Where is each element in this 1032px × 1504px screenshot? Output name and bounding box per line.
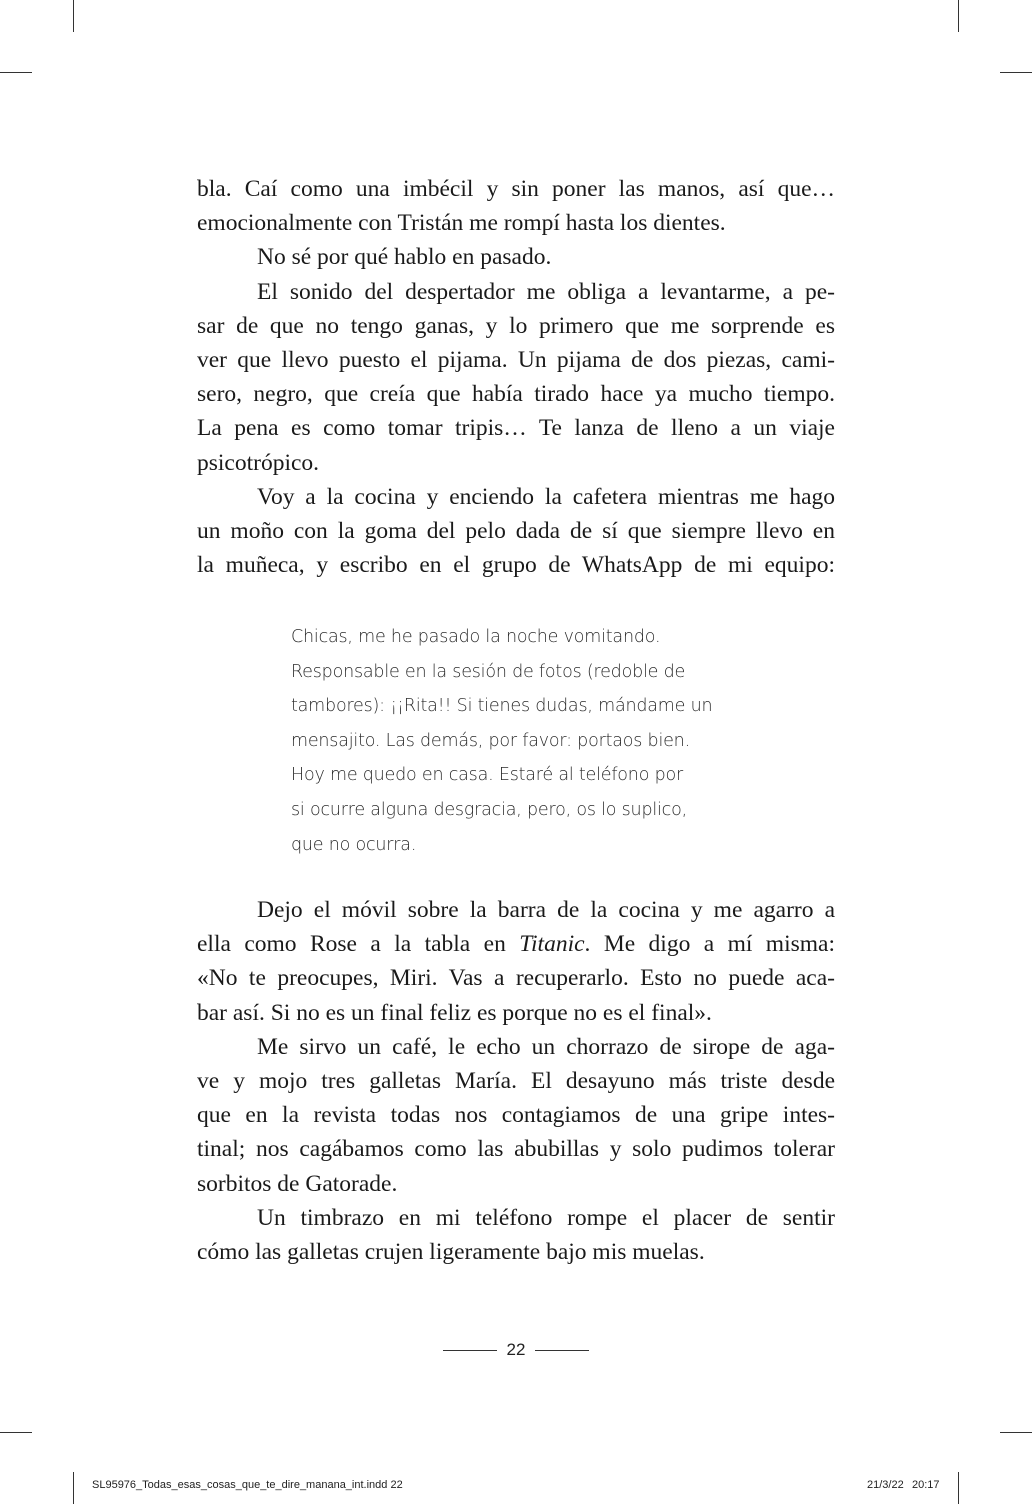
text-line: El sonido del despertador me obliga a levantarme, a pe- (257, 278, 835, 305)
text-line: que en la revista todas nos contagiamos de una gripe intes- (197, 1102, 835, 1129)
crop-mark-bottom-left-horizontal (0, 1432, 32, 1433)
message-line: tambores): ¡¡Rita!! Si tienes dudas, mándame un (291, 696, 713, 717)
text-line: la muñeca, y escribo en el grupo de WhatsApp de mi equipo: (197, 552, 835, 579)
text-line: Un timbrazo en mi teléfono rompe el placer de sentir (257, 1204, 835, 1231)
page-number-folio (0, 1340, 1032, 1360)
paragraph-5 (197, 893, 835, 1030)
text-line: tinal; nos cagábamos como las abubillas y solo pudimos tolerar (197, 1136, 835, 1163)
text-line (197, 927, 835, 961)
paragraph-1 (197, 172, 835, 240)
folio-rule-left (443, 1350, 497, 1351)
text-line: Me sirvo un café, le echo un chorrazo de sirope de aga- (257, 1033, 835, 1060)
message-line: mensajito. Las demás, por favor: portaos bien. (291, 730, 690, 751)
text-fragment: . Me digo a mí misma: (584, 931, 835, 958)
body-text-top (197, 172, 835, 582)
message-line: que no ocurra. (291, 834, 417, 855)
text-fragment: ella como Rose a la tabla en (197, 931, 520, 958)
message-line: si ocurre alguna desgracia, pero, os lo suplico, (291, 799, 687, 820)
italic-title: Titanic (519, 931, 585, 958)
folio-rule-right (535, 1350, 589, 1351)
text-line: bar así. Si no es un final feliz es porque no es el final». (197, 999, 712, 1026)
text-line: La pena es como tomar tripis… Te lanza de lleno a un viaje (197, 415, 835, 442)
crop-mark-bottom-right-horizontal (1000, 1432, 1032, 1433)
text-line: ve y mojo tres galletas María. El desayuno más triste desde (197, 1068, 835, 1095)
crop-mark-top-right-vertical (958, 0, 959, 32)
message-line: Chicas, me he pasado la noche vomitando. (291, 627, 661, 647)
text-line: psicotrópico. (197, 449, 320, 476)
paragraph-3 (197, 275, 835, 480)
text-line: sero, negro, que creía que había tirado hace ya mucho tiempo. (197, 381, 835, 408)
paragraph-2 (197, 240, 835, 274)
crop-mark-top-left-horizontal (0, 72, 32, 73)
paragraph-7 (197, 1201, 835, 1269)
crop-mark-bottom-right-vertical (958, 1472, 959, 1504)
whatsapp-message (291, 620, 731, 862)
text-line: bla. Caí como una imbécil y sin poner las manos, así que… (197, 176, 835, 202)
crop-mark-bottom-left-vertical (73, 1472, 74, 1504)
slug-filename: SL95976_Todas_esas_cosas_que_te_dire_manana_int.indd 22 (92, 1479, 403, 1491)
slug-date: 21/3/22 (867, 1479, 904, 1491)
text-line: emocionalmente con Tristán me rompí hasta los dientes. (197, 210, 726, 237)
text-line: cómo las galletas crujen ligeramente bajo mis muelas. (197, 1239, 705, 1266)
text-line: «No te preocupes, Miri. Vas a recuperarlo. Esto no puede aca- (197, 965, 835, 992)
text-line: sorbitos de Gatorade. (197, 1170, 398, 1197)
crop-mark-top-right-horizontal (1000, 72, 1032, 73)
text-line: un moño con la goma del pelo dada de sí que siempre llevo en (197, 518, 835, 545)
paragraph-6 (197, 1030, 835, 1201)
text-line: sar de que no tengo ganas, y lo primero que me sorprende es (197, 312, 835, 339)
text-line: Dejo el móvil sobre la barra de la cocina y me agarro a (257, 897, 835, 923)
page-number: 22 (506, 1340, 526, 1359)
crop-mark-top-left-vertical (73, 0, 74, 32)
body-text-bottom (197, 893, 835, 1269)
message-line: Hoy me quedo en casa. Estaré al teléfono por (291, 765, 683, 786)
message-line: Responsable en la sesión de fotos (redoble de (291, 661, 686, 682)
text-line: Voy a la cocina y enciendo la cafetera mientras me hago (257, 483, 835, 510)
slug-time: 20:17 (912, 1479, 940, 1491)
text-line: No sé por qué hablo en pasado. (257, 244, 552, 271)
paragraph-4 (197, 480, 835, 583)
text-line: ver que llevo puesto el pijama. Un pijama de dos piezas, cami- (197, 347, 835, 374)
